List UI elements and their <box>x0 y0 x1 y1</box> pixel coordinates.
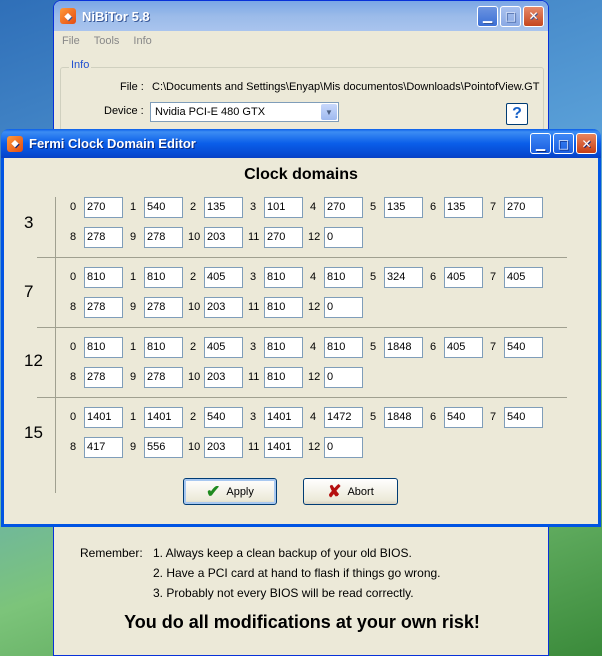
domain-index-label: 0 <box>70 411 77 423</box>
domain-index-label: 6 <box>430 201 437 213</box>
maximize-icon[interactable]: □ <box>553 133 574 154</box>
domain-index-label: 0 <box>70 201 77 213</box>
domain-index-label: 5 <box>370 341 377 353</box>
dialog-title: Fermi Clock Domain Editor <box>29 136 196 151</box>
domain-index-label: 3 <box>250 201 257 213</box>
domain-index-label: 3 <box>250 341 257 353</box>
help-button[interactable]: ? <box>506 103 528 125</box>
clock-value-field[interactable]: 0 <box>324 297 363 318</box>
menu-info[interactable]: Info <box>133 35 152 47</box>
clock-value-field[interactable]: 405 <box>444 267 483 288</box>
domain-index-label: 11 <box>248 371 260 383</box>
clock-value-field[interactable]: 1401 <box>144 407 183 428</box>
main-title-bar[interactable] <box>54 1 548 31</box>
domain-index-label: 5 <box>370 411 377 423</box>
file-label: File : <box>120 81 144 93</box>
domain-index-label: 9 <box>130 301 137 313</box>
domain-index-label: 3 <box>250 271 257 283</box>
clock-value-field[interactable]: 810 <box>324 337 363 358</box>
minimize-icon[interactable]: ▁ <box>530 133 551 154</box>
remember-line-1: 1. Always keep a clean backup of your old BIOS. <box>153 546 412 560</box>
device-select[interactable] <box>150 102 339 122</box>
domain-index-label: 4 <box>310 201 317 213</box>
clock-value-field[interactable]: 1401 <box>264 407 303 428</box>
clock-value-field[interactable]: 810 <box>264 297 303 318</box>
remember-line-3: 3. Probably not every BIOS will be read correctly. <box>153 586 414 600</box>
domain-index-label: 7 <box>490 271 497 283</box>
clock-value-field[interactable]: 540 <box>444 407 483 428</box>
domain-index-label: 7 <box>490 341 497 353</box>
domain-index-label: 4 <box>310 341 317 353</box>
clock-value-field[interactable]: 324 <box>384 267 423 288</box>
remember-line-2: 2. Have a PCI card at hand to flash if things go wrong. <box>153 566 441 580</box>
domain-index-label: 6 <box>430 341 437 353</box>
domain-index-label: 11 <box>248 441 260 453</box>
clock-value-field[interactable]: 405 <box>204 267 243 288</box>
clock-value-field[interactable]: 270 <box>264 227 303 248</box>
clock-value-field[interactable]: 135 <box>384 197 423 218</box>
domain-index-label: 0 <box>70 341 77 353</box>
domain-index-label: 10 <box>188 231 201 243</box>
clock-value-field[interactable]: 203 <box>204 227 243 248</box>
clock-value-field[interactable]: 1848 <box>384 407 423 428</box>
clock-value-field[interactable]: 278 <box>84 297 123 318</box>
main-window-title: NiBiTor 5.8 <box>82 8 150 24</box>
domain-index-label: 12 <box>308 371 321 383</box>
domain-index-label: 12 <box>308 231 321 243</box>
domain-index-label: 8 <box>70 301 77 313</box>
domain-index-label: 4 <box>310 411 317 423</box>
nibitor-app-icon: ◆ <box>7 136 23 152</box>
menu-tools[interactable]: Tools <box>93 35 120 47</box>
domain-index-label: 7 <box>490 411 497 423</box>
maximize-icon[interactable]: □ <box>500 6 521 27</box>
domain-label: 3 <box>24 213 34 232</box>
domain-index-label: 5 <box>370 201 377 213</box>
clock-value-field[interactable]: 203 <box>204 437 243 458</box>
domain-index-label: 7 <box>490 201 497 213</box>
nibitor-app-icon: ◆ <box>60 8 76 24</box>
clock-value-field[interactable]: 405 <box>504 267 543 288</box>
domain-label: 7 <box>24 282 34 301</box>
apply-label: Apply <box>226 485 254 498</box>
clock-value-field[interactable]: 270 <box>324 197 363 218</box>
close-icon[interactable]: ✕ <box>576 133 597 154</box>
domain-index-label: 10 <box>188 301 201 313</box>
domain-index-label: 0 <box>70 271 77 283</box>
abort-button[interactable] <box>303 478 398 505</box>
domain-index-label: 10 <box>188 371 201 383</box>
clock-domains-heading: Clock domains <box>244 166 358 183</box>
clock-value-field[interactable]: 270 <box>84 197 123 218</box>
clock-value-field[interactable]: 810 <box>264 337 303 358</box>
clock-value-field[interactable]: 540 <box>504 407 543 428</box>
clock-value-field[interactable]: 1401 <box>264 437 303 458</box>
device-select-value: Nvidia PCI-E 480 GTX <box>155 106 266 118</box>
clock-value-field[interactable]: 540 <box>504 337 543 358</box>
clock-value-field[interactable]: 278 <box>144 297 183 318</box>
domain-index-label: 5 <box>370 271 377 283</box>
abort-label: Abort <box>347 485 374 498</box>
clock-value-field[interactable]: 0 <box>324 437 363 458</box>
clock-value-field[interactable]: 540 <box>144 197 183 218</box>
clock-value-field[interactable]: 417 <box>84 437 123 458</box>
minimize-icon[interactable]: ▁ <box>477 6 498 27</box>
clock-value-field[interactable]: 540 <box>204 407 243 428</box>
domain-index-label: 1 <box>130 201 137 213</box>
domain-index-label: 2 <box>190 341 197 353</box>
clock-value-field[interactable]: 810 <box>84 267 123 288</box>
domain-index-label: 6 <box>430 271 437 283</box>
close-icon[interactable]: ✕ <box>523 6 544 27</box>
apply-button[interactable] <box>183 478 277 505</box>
clock-value-field[interactable]: 810 <box>264 267 303 288</box>
clock-value-field[interactable]: 810 <box>264 367 303 388</box>
domain-index-label: 8 <box>70 371 77 383</box>
domain-index-label: 11 <box>248 231 260 243</box>
file-path: C:\Documents and Settings\Enyap\Mis documentos\Downloads\PointofView.GT <box>152 81 540 93</box>
divider-vertical <box>55 197 56 493</box>
clock-value-field[interactable]: 1472 <box>324 407 363 428</box>
clock-value-field[interactable]: 270 <box>504 197 543 218</box>
divider <box>37 327 567 328</box>
domain-index-label: 3 <box>250 411 257 423</box>
domain-index-label: 1 <box>130 341 137 353</box>
domain-label: 15 <box>24 423 43 442</box>
domain-index-label: 9 <box>130 441 137 453</box>
domain-index-label: 2 <box>190 201 197 213</box>
clock-value-field[interactable]: 405 <box>444 337 483 358</box>
domain-index-label: 1 <box>130 411 137 423</box>
clock-value-field[interactable]: 278 <box>84 367 123 388</box>
domain-index-label: 2 <box>190 411 197 423</box>
remember-heading: Remember: <box>80 546 143 560</box>
domain-index-label: 11 <box>248 301 260 313</box>
chevron-down-icon[interactable]: ▼ <box>321 104 337 120</box>
fermi-clock-dialog <box>1 129 601 527</box>
clock-value-field[interactable]: 278 <box>84 227 123 248</box>
domain-index-label: 9 <box>130 231 137 243</box>
clock-value-field[interactable]: 405 <box>204 337 243 358</box>
x-icon: ✘ <box>327 482 342 501</box>
clock-value-field[interactable]: 203 <box>204 367 243 388</box>
clock-value-field[interactable]: 101 <box>264 197 303 218</box>
domain-label: 12 <box>24 351 43 370</box>
domain-index-label: 8 <box>70 441 77 453</box>
domain-index-label: 10 <box>188 441 201 453</box>
clock-value-field[interactable]: 203 <box>204 297 243 318</box>
check-icon: ✔ <box>206 482 221 501</box>
domain-index-label: 12 <box>308 441 321 453</box>
clock-value-field[interactable]: 1848 <box>384 337 423 358</box>
risk-warning: You do all modifications at your own risk! <box>124 612 480 632</box>
domain-index-label: 4 <box>310 271 317 283</box>
divider <box>37 397 567 398</box>
clock-value-field[interactable]: 556 <box>144 437 183 458</box>
clock-value-field[interactable]: 810 <box>324 267 363 288</box>
dialog-title-bar[interactable] <box>1 129 601 158</box>
domain-index-label: 9 <box>130 371 137 383</box>
clock-value-field[interactable]: 810 <box>144 267 183 288</box>
menu-file[interactable]: File <box>62 35 80 47</box>
clock-value-field[interactable]: 278 <box>144 367 183 388</box>
info-legend: Info <box>71 59 90 71</box>
divider <box>37 257 567 258</box>
device-label: Device : <box>104 105 144 117</box>
clock-value-field[interactable]: 0 <box>324 367 363 388</box>
clock-value-field[interactable]: 0 <box>324 227 363 248</box>
clock-value-field[interactable]: 278 <box>144 227 183 248</box>
clock-value-field[interactable]: 810 <box>144 337 183 358</box>
domain-index-label: 12 <box>308 301 321 313</box>
clock-value-field[interactable]: 135 <box>204 197 243 218</box>
menu-bar <box>54 31 548 51</box>
domain-index-label: 1 <box>130 271 137 283</box>
clock-value-field[interactable]: 135 <box>444 197 483 218</box>
domain-index-label: 6 <box>430 411 437 423</box>
domain-index-label: 2 <box>190 271 197 283</box>
clock-value-field[interactable]: 1401 <box>84 407 123 428</box>
domain-index-label: 8 <box>70 231 77 243</box>
clock-value-field[interactable]: 810 <box>84 337 123 358</box>
